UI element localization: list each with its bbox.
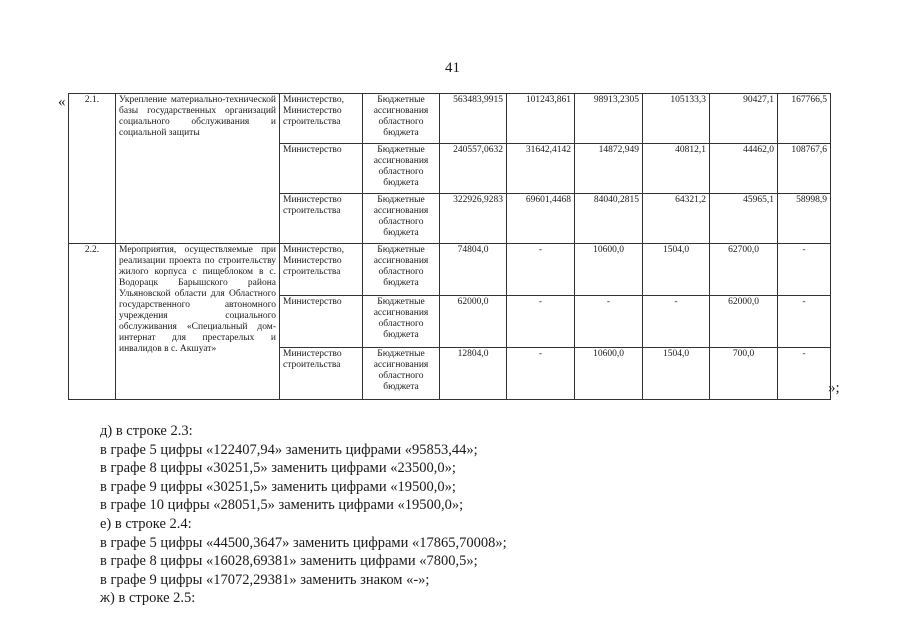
value-cell: 44462,0 (710, 144, 778, 194)
funding-source-cell: Бюджетные ассигнования областного бюджета (363, 94, 440, 144)
table-row (69, 244, 831, 296)
ministry-cell: Министерство (280, 144, 363, 194)
value-cell: 10600,0 (575, 244, 643, 296)
page-number: 41 (445, 60, 460, 76)
value-cell: - (575, 296, 643, 348)
amendment-line: в графе 8 цифры «30251,5» заменить цифрами «23500,0»; (100, 460, 456, 477)
amendment-line: в графе 9 цифры «17072,29381» заменить знаком «-»; (100, 571, 430, 588)
amendment-line: ж) в строке 2.5: (100, 590, 196, 607)
value-cell: - (507, 244, 575, 296)
ministry-cell: Министерство (280, 296, 363, 348)
ministry-cell: Министерство строительства (280, 194, 363, 244)
amendments-list (100, 422, 507, 608)
value-cell: - (507, 348, 575, 400)
value-cell: 62700,0 (710, 244, 778, 296)
value-cell: 1504,0 (643, 244, 710, 296)
value-cell: - (643, 296, 710, 348)
ministry-cell: Министерство строительства (280, 348, 363, 400)
ministry-cell: Министерство, Министерство строительства (280, 244, 363, 296)
value-cell: - (778, 244, 831, 296)
value-cell: 1504,0 (643, 348, 710, 400)
measure-name: Мероприятия, осуществляемые при реализации проекта по строительству жилого корпуса с пищеблоком в с. Водорацк Барышского района Ульяновской области для Областного государственного автономного учреждения социального обслуживания «Специальный дом-интернат для престарелых и инвалидов в с. Акшуат» (116, 244, 280, 400)
closing-quote: »; (828, 380, 840, 396)
value-cell: - (507, 296, 575, 348)
row-number: 2.1. (69, 94, 116, 244)
value-cell: 74804,0 (440, 244, 507, 296)
value-cell: 167766,5 (778, 94, 831, 144)
value-cell: 14872,949 (575, 144, 643, 194)
value-cell: 84040,2815 (575, 194, 643, 244)
value-cell: 563483,9915 (440, 94, 507, 144)
amendment-line: д) в строке 2.3: (100, 423, 193, 439)
value-cell: 10600,0 (575, 348, 643, 400)
row-number: 2.2. (69, 244, 116, 400)
table-row (69, 94, 831, 144)
amendment-line: в графе 5 цифры «44500,3647» заменить цифрами «17865,70008»; (100, 534, 507, 551)
funding-source-cell: Бюджетные ассигнования областного бюджета (363, 244, 440, 296)
value-cell: 700,0 (710, 348, 778, 400)
value-cell: - (778, 296, 831, 348)
funding-source-cell: Бюджетные ассигнования областного бюджета (363, 296, 440, 348)
value-cell: 31642,4142 (507, 144, 575, 194)
ministry-cell: Министерство, Министерство строительства (280, 94, 363, 144)
value-cell: 240557,0632 (440, 144, 507, 194)
value-cell: 69601,4468 (507, 194, 575, 244)
funding-source-cell: Бюджетные ассигнования областного бюджета (363, 348, 440, 400)
funding-source-cell: Бюджетные ассигнования областного бюджета (363, 144, 440, 194)
value-cell: 90427,1 (710, 94, 778, 144)
value-cell: 40812,1 (643, 144, 710, 194)
amendment-line: в графе 5 цифры «122407,94» заменить цифрами «95853,44»; (100, 441, 478, 458)
value-cell: 45965,1 (710, 194, 778, 244)
amendment-line: в графе 9 цифры «30251,5» заменить цифрами «19500,0»; (100, 478, 456, 495)
value-cell: 101243,861 (507, 94, 575, 144)
budget-table (68, 93, 831, 400)
value-cell: 108767,6 (778, 144, 831, 194)
value-cell: 12804,0 (440, 348, 507, 400)
value-cell: 322926,9283 (440, 194, 507, 244)
amendment-line: в графе 8 цифры «16028,69381» заменить цифрами «7800,5»; (100, 553, 478, 570)
value-cell: - (778, 348, 831, 400)
measure-name: Укрепление материально-технической базы государственных организаций социального обслуживания и социальной защиты (116, 94, 280, 244)
value-cell: 98913,2305 (575, 94, 643, 144)
amendment-line: е) в строке 2.4: (100, 515, 192, 532)
amendment-line: в графе 10 цифры «28051,5» заменить цифрами «19500,0»; (100, 497, 464, 514)
funding-source-cell: Бюджетные ассигнования областного бюджета (363, 194, 440, 244)
value-cell: 62000,0 (710, 296, 778, 348)
value-cell: 58998,9 (778, 194, 831, 244)
opening-quote: « (58, 94, 66, 110)
value-cell: 105133,3 (643, 94, 710, 144)
value-cell: 62000,0 (440, 296, 507, 348)
value-cell: 64321,2 (643, 194, 710, 244)
